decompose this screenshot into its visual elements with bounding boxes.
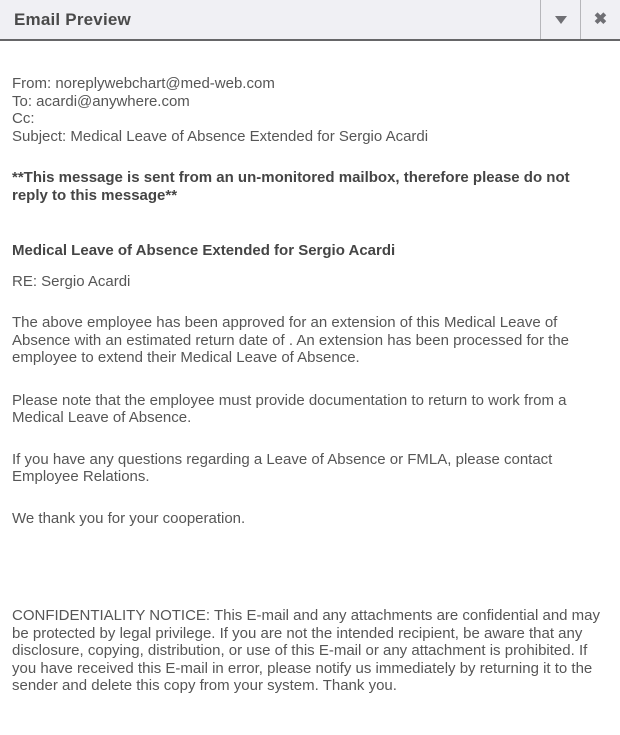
- dialog-titlebar: [0, 0, 620, 41]
- chevron-down-icon: [555, 16, 567, 24]
- email-body-heading: Medical Leave of Absence Extended for Sergio Acardi: [12, 242, 396, 259]
- confidentiality-notice: CONFIDENTIALITY NOTICE: This E-mail and any attachments are confidential and may be protected by legal privilege. If you are not the intended recipient, be aware that any disclosure, copying, distribution, or use of this E-mail or any attachment is prohibited. If you have received this E-mail in error, please notify us immediately by returning it to the sender and delete this copy from your system. Thank you.: [12, 607, 601, 694]
- body-paragraph-documentation: Please note that the employee must provide documentation to return to work from a Medical Leave of Absence.: [12, 391, 567, 426]
- close-button[interactable]: [580, 0, 620, 39]
- close-icon: ✖: [593, 10, 608, 28]
- re-line: RE: Sergio Acardi: [12, 272, 131, 290]
- email-cc-line: Cc:: [12, 110, 35, 127]
- body-paragraph-thanks: We thank you for your cooperation.: [12, 509, 246, 527]
- dialog-title: Email Preview: [14, 10, 131, 29]
- unmonitored-mailbox-warning: **This message is sent from an un-monitored mailbox, therefore please do not reply to this message**: [12, 169, 570, 204]
- email-subject-line: Subject: Medical Leave of Absence Extended for Sergio Acardi: [12, 127, 429, 145]
- email-to-line: To: acardi@anywhere.com: [12, 92, 190, 110]
- minimize-button[interactable]: [540, 0, 580, 39]
- email-preview-content: [0, 41, 620, 695]
- email-headers: [12, 75, 608, 145]
- titlebar-buttons: [540, 0, 620, 39]
- email-from-line: From: noreplywebchart@med-web.com: [12, 75, 275, 92]
- body-paragraph-questions: If you have any questions regarding a Leave of Absence or FMLA, please contact Employee Relations.: [12, 450, 553, 485]
- body-paragraph-approval: The above employee has been approved for an extension of this Medical Leave of Absence with an estimated return date of . An extension has been processed for the employee to extend their Medical Leave of Absence.: [12, 314, 570, 366]
